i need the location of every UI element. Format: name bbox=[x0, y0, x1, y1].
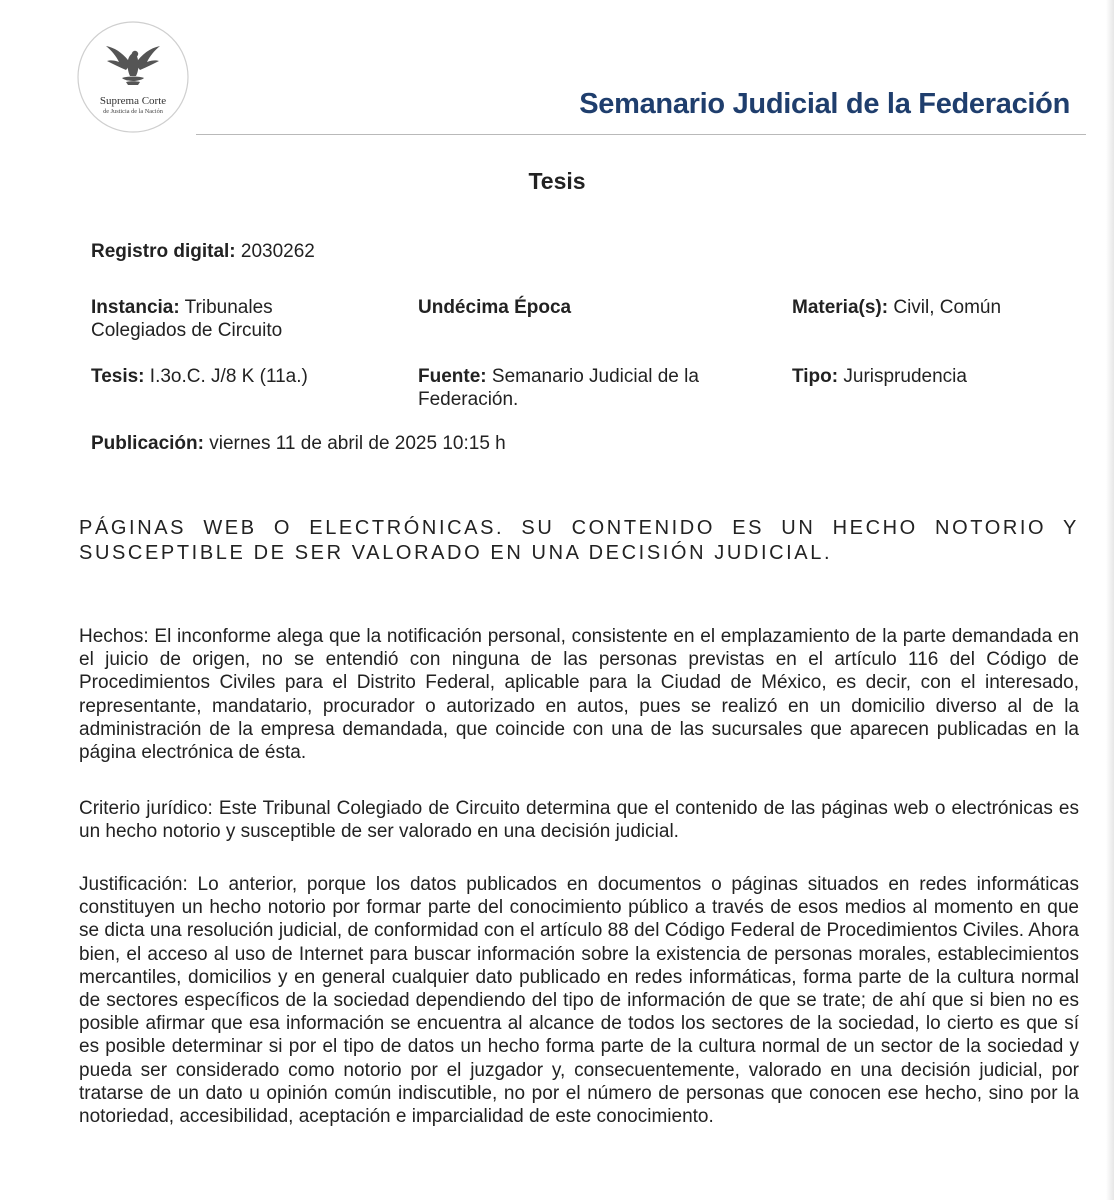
eagle-seal-icon bbox=[76, 20, 190, 134]
publicacion-label: Publicación: bbox=[91, 433, 204, 454]
materia-label: Materia(s): bbox=[792, 297, 889, 318]
document-type-heading: Tesis bbox=[528, 168, 586, 194]
tesis-value: I.3o.C. J/8 K (11a.) bbox=[149, 366, 308, 387]
instancia bbox=[91, 296, 331, 342]
instancia-value: Tribunales Colegiados de Circuito bbox=[91, 297, 283, 341]
publicacion-value: viernes 11 de abril de 2025 10:15 h bbox=[209, 433, 506, 454]
registro-digital bbox=[91, 240, 691, 263]
logo-line-1: Suprema Corte bbox=[99, 95, 167, 107]
instancia-label: Instancia: bbox=[91, 297, 180, 318]
site-title: Semanario Judicial de la Federación bbox=[579, 88, 1070, 120]
fuente-value: Semanario Judicial de la Federación. bbox=[418, 366, 699, 410]
materia bbox=[792, 296, 1092, 319]
tesis-clave bbox=[91, 365, 391, 388]
epoca bbox=[418, 296, 768, 319]
paragraph-justificacion: Justificación: Lo anterior, porque los datos publicados en documentos o páginas situados en redes informáticas constituyen un hecho notorio por formar parte del conocimiento público a través de esos medios al momento en que se dicta una resolución judicial, de conformidad con el artículo 88 del Código Federal de Procedimientos Civiles. Ahora bien, el acceso al uso de Internet para buscar información sobre la existencia de personas morales, establecimientos mercantiles, domicilios y en general cualquier dato publicado en redes informáticas, forma parte de la cultura normal de sectores específicos de la sociedad dependiendo del tipo de información de que se trate; de ahí que si bien no es posible afirmar que esa información se encuentra al alcance de todos los sectores de la sociedad, lo cierto es que sí es posible determinar si por el tipo de datos un hecho forma parte de la cultura normal de un sector de la sociedad y pueda ser considerado como notorio por el juzgador y, consecuentemente, valorado en una decisión judicial, por tratarse de un dato u opinión común indiscutible, no por el número de personas que conocen ese hecho, sino por la notoriedad, accesibilidad, aceptación e imparcialidad de este conocimiento. bbox=[79, 874, 1079, 1128]
fuente-label: Fuente: bbox=[418, 366, 487, 387]
fuente bbox=[418, 365, 763, 411]
logo-line-2: de Justicia de la Nación bbox=[103, 108, 163, 115]
materia-value: Civil, Común bbox=[893, 297, 1002, 318]
tesis-rubro: PÁGINAS WEB O ELECTRÓNICAS. SU CONTENIDO ES UN HECHO NOTORIO Y SUSCEPTIBLE DE SER VALORADO EN UNA DECISIÓN JUDICIAL. bbox=[79, 517, 1079, 564]
epoca-value: Undécima Época bbox=[418, 297, 572, 318]
paragraph-hechos: Hechos: El inconforme alega que la notificación personal, consistente en el emplazamiento de la parte demandada en el juicio de origen, no se entendió con ninguna de las personas previstas en el artículo 116 del Código de Procedimientos Civiles para el Distrito Federal, aplicable para la Ciudad de México, es decir, con el interesado, representante, mandatario, procurador o autorizado en autos, pues se realizó en un domicilio diverso al de la administración de la empresa demandada, que coincide con una de las sucursales que aparecen publicadas en la página electrónica de ésta. bbox=[79, 626, 1079, 764]
tipo bbox=[792, 365, 1092, 388]
header-divider bbox=[196, 134, 1086, 135]
registro-label: Registro digital: bbox=[91, 241, 236, 262]
tesis-label: Tesis: bbox=[91, 366, 145, 387]
paragraph-criterio: Criterio jurídico: Este Tribunal Colegiado de Circuito determina que el contenido de las páginas web o electrónicas es un hecho notorio y susceptible de ser valorado en una decisión judicial. bbox=[79, 798, 1079, 843]
registro-value: 2030262 bbox=[240, 241, 315, 262]
page-edge-shadow bbox=[1106, 0, 1114, 1200]
scjn-logo bbox=[76, 20, 190, 134]
tipo-value: Jurisprudencia bbox=[843, 366, 967, 387]
publicacion bbox=[91, 432, 791, 455]
tipo-label: Tipo: bbox=[792, 366, 839, 387]
